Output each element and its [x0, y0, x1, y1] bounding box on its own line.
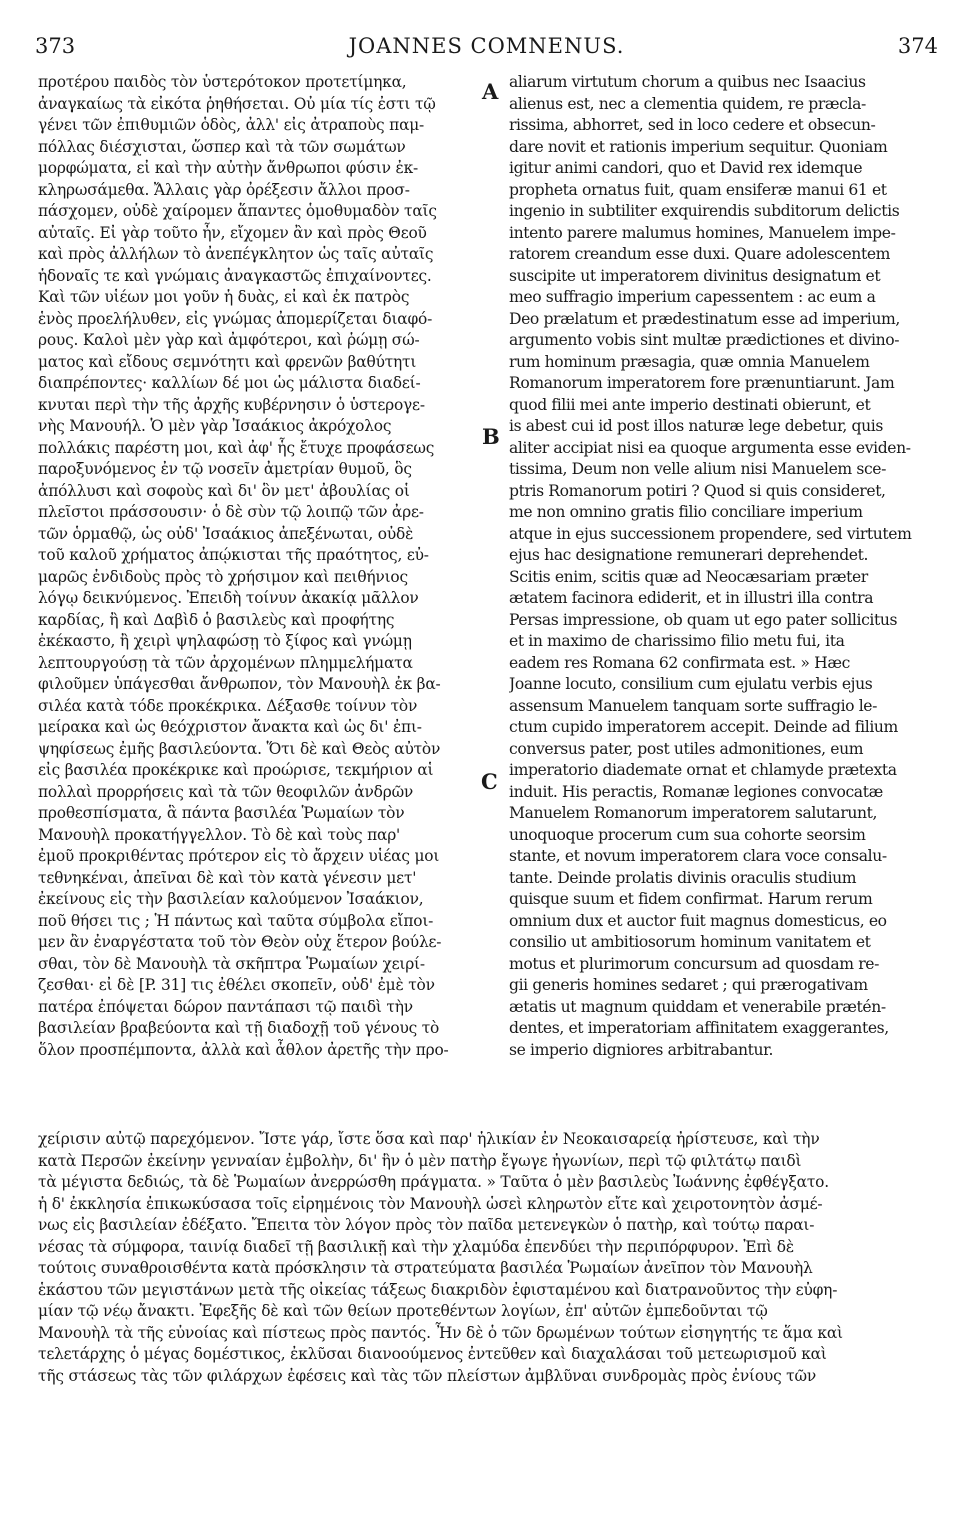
greek-text-line: ἡδοναῖς τε καὶ γνώμαις ἀναγκαστῶς ἐπιχαίνοντες.	[38, 266, 432, 285]
greek-text-line: μαρῶς ἐνδιδοὺς πρὸς τὸ χρήσιμον καὶ πειθήνιος	[38, 567, 408, 586]
greek-text-line: καὶ πρὸς ἀλλήλων τὸ ἀνεπέγκλητον ὡς ταῖς αὐταῖς	[38, 245, 434, 263]
full-width-text-line: τούτοις συναθροισθέντα κατὰ πρόσκλησιν τὰ στρατεύματα βασιλέα Ῥωμαίων ἀνεῖπον τὸν Μανουὴλ	[38, 1259, 813, 1277]
greek-text-line: τοῦ καλοῦ χρήματος ἀπῴκισται τῆς πραότητος, εὐ-	[38, 546, 429, 564]
greek-text-line: προτέρου παιδὸς τὸν ὑστερότοκον προτετίμηκα,	[38, 73, 407, 91]
latin-text-line: quod filii mei ante imperio destinati obierunt, et	[509, 395, 871, 414]
greek-text-line: σθαι, τὸν δὲ Μανουὴλ τὰ σκῆπτρα Ῥωμαίων χειρί-	[38, 954, 425, 973]
latin-text-line: unoquoque procerum cum sua cohorte seorsim	[509, 825, 866, 844]
latin-text-column	[509, 72, 941, 1061]
greek-text-line: Μανουὴλ προκατήγγελλον. Τὸ δὲ καὶ τοὺς παρ'	[38, 825, 401, 844]
greek-text-line: ἀπόλλυσι καὶ σοφοὺς καὶ δι' ὃν μετ' ἀβουλίας οἱ	[38, 481, 410, 500]
latin-text-line: tissima, Deum non velle alium nisi Manuelem sce-	[509, 460, 886, 478]
full-width-text-line: ἑκάστου τῶν μεγιστάνων μετὰ τῆς οἰκείας τάξεως διακριδὸν ἐφισταμένου καὶ διατρανοῦντος τὴν εὐφη-	[38, 1280, 838, 1299]
greek-full-width-text	[38, 1129, 941, 1387]
latin-text-line: intento parere malumus homines, Manuelem impe-	[509, 223, 896, 242]
latin-text-line: ingenio in subtiliter exquirendis subditorum delictis	[509, 202, 900, 220]
greek-text-line: ἐκείνους εἰς τὴν βασιλείαν καλούμενον Ἰσαάκιον,	[38, 890, 424, 908]
full-width-text-line: νέσας τὰ σύμφορα, ταινίᾳ διαδεῖ τῇ βασιλικῇ καὶ τὴν χλαμύδα ἐπενδύει τὴν περιπόρφυρον. Ἐπὶ δὲ	[38, 1237, 794, 1256]
latin-text-line: et in maximo de charissimo filio metu fui, ita	[509, 632, 845, 650]
greek-text-column	[38, 72, 503, 1061]
latin-text-line: rum hominum præsagia, quæ omnia Manuelem	[509, 352, 870, 371]
greek-text-line: ματος καὶ εἴδους σεμνότητι καὶ φρενῶν βαθύτητι	[38, 352, 417, 371]
latin-text-line: motus et plurimorum concursum ad quosdam re-	[509, 954, 879, 973]
section-marker-c: C	[481, 769, 498, 794]
section-marker-b: B	[482, 424, 500, 449]
latin-text-line: aliter accipiat nisi ea quoque argumenta esse eviden-	[509, 438, 911, 457]
latin-text-line: conversus pater, post utiles admonitiones, eum	[509, 739, 864, 758]
greek-text-line: ἐκέκαστο, ἢ χειρὶ ψηλαφώσῃ τὸ ξίφος καὶ γνώμῃ	[38, 632, 412, 650]
latin-text-line: is abest cui id post illos naturæ lege debetur, quis	[509, 417, 883, 435]
greek-text-line: ἑνὸς προελήλυθεν, εἰς γνώμας ἀπομερίζεται διαφό-	[38, 309, 433, 328]
latin-text-line: induit. His peractis, Romanæ legiones convocatæ	[509, 782, 883, 801]
latin-text-line: Deo prælatum et prædestinatum esse ad imperium,	[509, 309, 900, 328]
greek-text-line: εἰς βασιλέα προκέκρικε καὶ προώρισε, τεκμήριον αἱ	[38, 761, 434, 779]
greek-text-line: ποῦ θήσει τις ; Ἡ πάντως καὶ ταῦτα σύμβολα εἴποι-	[38, 911, 434, 930]
latin-text-line: stante, et novum imperatorem clara voce consalu-	[509, 847, 887, 865]
latin-text-line: quisque suum et fidem confirmat. Harum rerum	[509, 890, 873, 908]
greek-text-line: βασιλείαν βραβεύοντα καὶ τῇ διαδοχῇ τοῦ γένους τὸ	[38, 1019, 440, 1037]
latin-text-line: rissima, abhorret, sed in loco cedere et obsecun-	[509, 116, 876, 134]
greek-text-line: σιλέα κατὰ τόδε προκέκρικα. Δέξασθε τοίνυν τὸν	[38, 696, 418, 715]
greek-text-line: πλεῖστοι πράσσουσιν· ὁ δὲ σὺν τῷ λοιπῷ τῶν ἀρε-	[38, 503, 424, 521]
full-width-text-line: μίαν τῷ νέῳ ἄνακτι. Ἐφεξῆς δὲ καὶ τῶν θείων προτεθέντων λογίων, ἐπ' αὐτῶν ἐμπεδοῦνται τῷ	[38, 1302, 768, 1320]
latin-text-line: se imperio digniores arbitrabantur.	[509, 1040, 774, 1059]
latin-text-line: gii generis homines sedaret ; qui prærogativam	[509, 976, 868, 994]
latin-text-line: Persas impressione, ob quam ut ego pater sollicitus	[509, 610, 898, 629]
latin-text-line: tante. Deinde prolatis divinis oraculis studium	[509, 868, 857, 887]
latin-text-line: atque in ejus successionem propendere, sed virtutem	[509, 524, 912, 543]
latin-text-line: Manuelem Romanorum imperatorem salutarunt,	[509, 804, 878, 822]
full-width-text-line: χείρισιν αὐτῷ παρεχόμενον. Ἴστε γάρ, ἴστε ὅσα καὶ παρ' ἡλικίαν ἐν Νεοκαισαρείᾳ ἠρίστευσε, καὶ τὴν	[38, 1130, 820, 1148]
greek-text-line: κνυται περὶ τὴν τῆς ἀρχῆς κυβέρνησιν ὁ ὑστερογε-	[38, 395, 425, 414]
latin-text-line: Joanne locuto, consilium cum ejulatu verbis ejus	[509, 675, 873, 693]
greek-text-line: ρους. Καλοὶ μὲν γὰρ καὶ ἀμφότεροι, καὶ ῥώμῃ σώ-	[38, 331, 420, 349]
greek-text-line: ζεσθαι· εἰ δὲ [P. 31] τις ἐθέλει σκοπεῖν, οὐδ' ἐμὲ τὸν	[38, 976, 435, 994]
greek-text-line: καρδίας, ἢ καὶ Δαβὶδ ὁ βασιλεὺς καὶ προφήτης	[38, 610, 395, 629]
latin-text-line: argumento vobis sint multæ prædictiones et divino-	[509, 331, 900, 349]
greek-text-line: νὴς Μανουήλ. Ὁ μὲν γὰρ Ἰσαάκιος ἀκρόχολος	[38, 417, 392, 435]
greek-text-line: λόγῳ δεικνύμενος. Ἐπειδὴ τοίνυν ἀκακίᾳ μᾶλλον	[38, 589, 419, 607]
latin-text-line: ctum cupido imperatorem accepit. Deinde ad filium	[509, 718, 898, 736]
latin-text-line: omnium dux et auctor fuit magnus domesticus, eo	[509, 911, 887, 930]
latin-text-line: Romanorum imperatorem fore prænuntiarunt. Jam	[509, 374, 895, 392]
latin-text-line: dare novit et rationis imperium sequitur. Quoniam	[509, 137, 888, 156]
greek-text-line: κληρωσάμεθα. Ἄλλαις γὰρ ὀρέξεσιν ἄλλοι προσ-	[38, 180, 410, 199]
latin-text-line: ejus hac designatione remunerari deprehendet.	[509, 546, 869, 564]
full-width-text-line: Μανουὴλ τὰ τῆς εὐνοίας καὶ πίστεως πρὸς παντός. Ἦν δὲ ὁ τῶν δρωμένων τούτων εἰσηγητής τε ἅμα καὶ	[38, 1323, 843, 1342]
full-width-text-line: τῆς στάσεως τὰς τῶν φιλάρχων ἐφέσεις καὶ τὰς τῶν πλείστων ἀμβλῦναι συνδρομὰς πρὸς ἐνίους τῶν	[38, 1366, 816, 1385]
latin-text-line: propheta ornatus fuit, quam ensiferæ manui 61 et	[509, 180, 887, 199]
latin-text-line: Scitis enim, scitis quæ ad Neocæsariam præter	[509, 567, 868, 586]
latin-text-line: dentes, et imperatoriam affinitatem exaggerantes,	[509, 1019, 889, 1037]
latin-text-line: ratorem creandum esse duxi. Quare adolescentem	[509, 245, 891, 263]
latin-text-line: assensum Manuelem tanquam sorte suffragio le-	[509, 696, 878, 715]
full-width-text-line: κατὰ Περσῶν ἐκείνην γενναίαν ἐμβολὴν, δι' ἣν ὁ μὲν πατὴρ ἔγωγε ἠγωνίων, περὶ τῷ φιλτάτῳ παιδὶ	[38, 1151, 802, 1170]
latin-text-line: eadem res Romana 62 confirmata est. » Hæc	[509, 653, 850, 672]
full-width-text-line: τελετάρχης ὁ μέγας δομέστικος, ἐκλῦσαι διανοούμενος ἐντεῦθεν καὶ διαχαλάσαι τοῦ μετεωρισμοῦ καὶ	[38, 1345, 827, 1363]
greek-text-line: ἐμοῦ προκριθέντας πρότερον εἰς τὸ ἄρχειν υἱέας μοι	[38, 847, 440, 865]
latin-text-line: aliarum virtutum chorum a quibus nec Isaacius	[509, 73, 866, 91]
latin-text-line: consilio ut ambitiosorum hominum vanitatem et	[509, 933, 871, 951]
greek-text-line: προθεσπίσματα, ἃ πάντα βασιλέα Ῥωμαίων τὸν	[38, 804, 405, 822]
greek-text-line: παροξυνόμενος ἐν τῷ νοσεῖν ἀμετρίαν θυμοῦ, ὃς	[38, 460, 412, 478]
greek-text-line: τῶν ὁρμαθῷ, ὡς οὐδ' Ἰσαάκιος ἀπεξένωται, οὐδὲ	[38, 524, 414, 543]
latin-text-line: igitur animi candori, quo et David rex idemque	[509, 159, 863, 177]
greek-text-line: γένει τῶν ἐπιθυμιῶν ὁδὸς, ἀλλ' εἰς ἀτραποὺς παμ-	[38, 116, 425, 134]
latin-text-line: ptris Romanorum potiri ? Quod si quis consideret,	[509, 481, 886, 500]
greek-text-line: πόλλας διέσχισται, ὥσπερ καὶ τὰ τῶν σωμάτων	[38, 137, 406, 156]
full-width-text-line: νως εἰς βασιλείαν ἐδέξατο. Ἔπειτα τὸν λόγον πρὸς τὸν παῖδα μετενεγκὼν ὁ πατὴρ, καὶ τούτῳ παραι-	[38, 1216, 815, 1234]
greek-text-line: πάσχομεν, οὐδὲ χαίρομεν ἅπαντες ὁμοθυμαδὸν ταῖς	[38, 202, 437, 220]
greek-text-line: πολλάκις παρέστη μοι, καὶ ἀφ' ἧς ἔτυχε προφάσεως	[38, 438, 435, 457]
latin-text-line: me non omnino gratis filio conciliare imperium	[509, 503, 863, 521]
greek-text-line: τεθνηκέναι, ἀπεῖναι δὲ καὶ τὸν κατὰ γένεσιν μετ'	[38, 868, 417, 887]
greek-text-line: πατέρα ἐπόψεται δώρον παντάπασι τῷ παιδὶ τὴν	[38, 997, 413, 1016]
latin-text-line: meo suffragio imperium capessentem : ac eum a	[509, 288, 876, 306]
latin-text-line: ætatis ut magnum quiddam et venerabile prætén-	[509, 997, 886, 1016]
full-width-text-line: τὰ μέγιστα δεδιώς, τὰ δὲ Ῥωμαίων ἀνερρώσθη πράγματα. » Ταῦτα ὁ μὲν βασιλεὺς Ἰωάννης ἐφθέγξατο.	[38, 1173, 829, 1191]
greek-text-line: ἀναγκαίως τὰ εἰκότα ῥηθήσεται. Οὐ μία τίς ἐστι τῷ	[38, 94, 436, 113]
greek-text-line: Καὶ τῶν υἱέων μοι γοῦν ἡ δυὰς, εἰ καὶ ἐκ πατρὸς	[38, 288, 410, 306]
greek-text-line: μορφώματα, εἰ καὶ τὴν αὐτὴν ἄνθρωποι φύσιν ἐκ-	[38, 159, 419, 177]
greek-text-line: ὅλον προσπέμποντα, ἀλλὰ καὶ ἆθλον ἀρετῆς τὴν προ-	[38, 1040, 449, 1059]
greek-text-line: λεπτουργούσῃ τὰ τῶν ἀρχομένων πλημμελήματα	[38, 653, 413, 672]
running-header	[35, 34, 938, 64]
greek-text-line: αὐταῖς. Εἰ γὰρ τοῦτο ἦν, εἴχομεν ἂν καὶ πρὸς Θεοῦ	[38, 223, 427, 242]
section-marker-a: A	[482, 79, 499, 104]
page-number-right: 374	[897, 34, 938, 58]
greek-text-line: μεν ἂν ἐναργέστατα τοῦ τὸν Θεὸν οὐχ ἕτερον βούλε-	[38, 933, 442, 951]
latin-text-line: imperatorio diademate ornat et chlamyde prætexta	[509, 761, 897, 779]
latin-text-line: alienus est, nec a clementia quidem, re præcla-	[509, 94, 866, 113]
greek-text-line: μείρακα καὶ ὡς θεόχριστον ἄνακτα καὶ ὡς δι' ἐπι-	[38, 718, 422, 736]
running-title: JOANNES COMNENUS.	[348, 34, 625, 58]
latin-text-line: suscipite ut imperatorem divinitus designatum et	[509, 266, 881, 285]
greek-text-line: φιλοῦμεν ὑπάγεσθαι ἄνθρωπον, τὸν Μανουὴλ ἐκ βα-	[38, 675, 441, 693]
greek-text-line: διαπρέποντες· καλλίων δέ μοι ὡς μάλιστα διαδεί-	[38, 374, 421, 392]
page-number-left: 373	[35, 34, 76, 58]
latin-text-line: ætatem facinora ediderit, et in illustri illa contra	[509, 589, 874, 607]
greek-text-line: πολλαὶ προρρήσεις καὶ τὰ τῶν θεοφιλῶν ἀνδρῶν	[38, 782, 414, 801]
greek-text-line: ψηφίσεως ἐμῆς βασιλεύοντα. Ὅτι δὲ καὶ Θεὸς αὐτὸν	[38, 739, 441, 758]
full-width-text-line: ἡ δ' ἐκκλησία ἐπικωκύσασα τοῖς εἰρημένοις τὸν Μανουὴλ ὡσεὶ κληρωτὸν εἴτε καὶ χειροτονητὸν ἀσμέ-	[38, 1194, 823, 1213]
